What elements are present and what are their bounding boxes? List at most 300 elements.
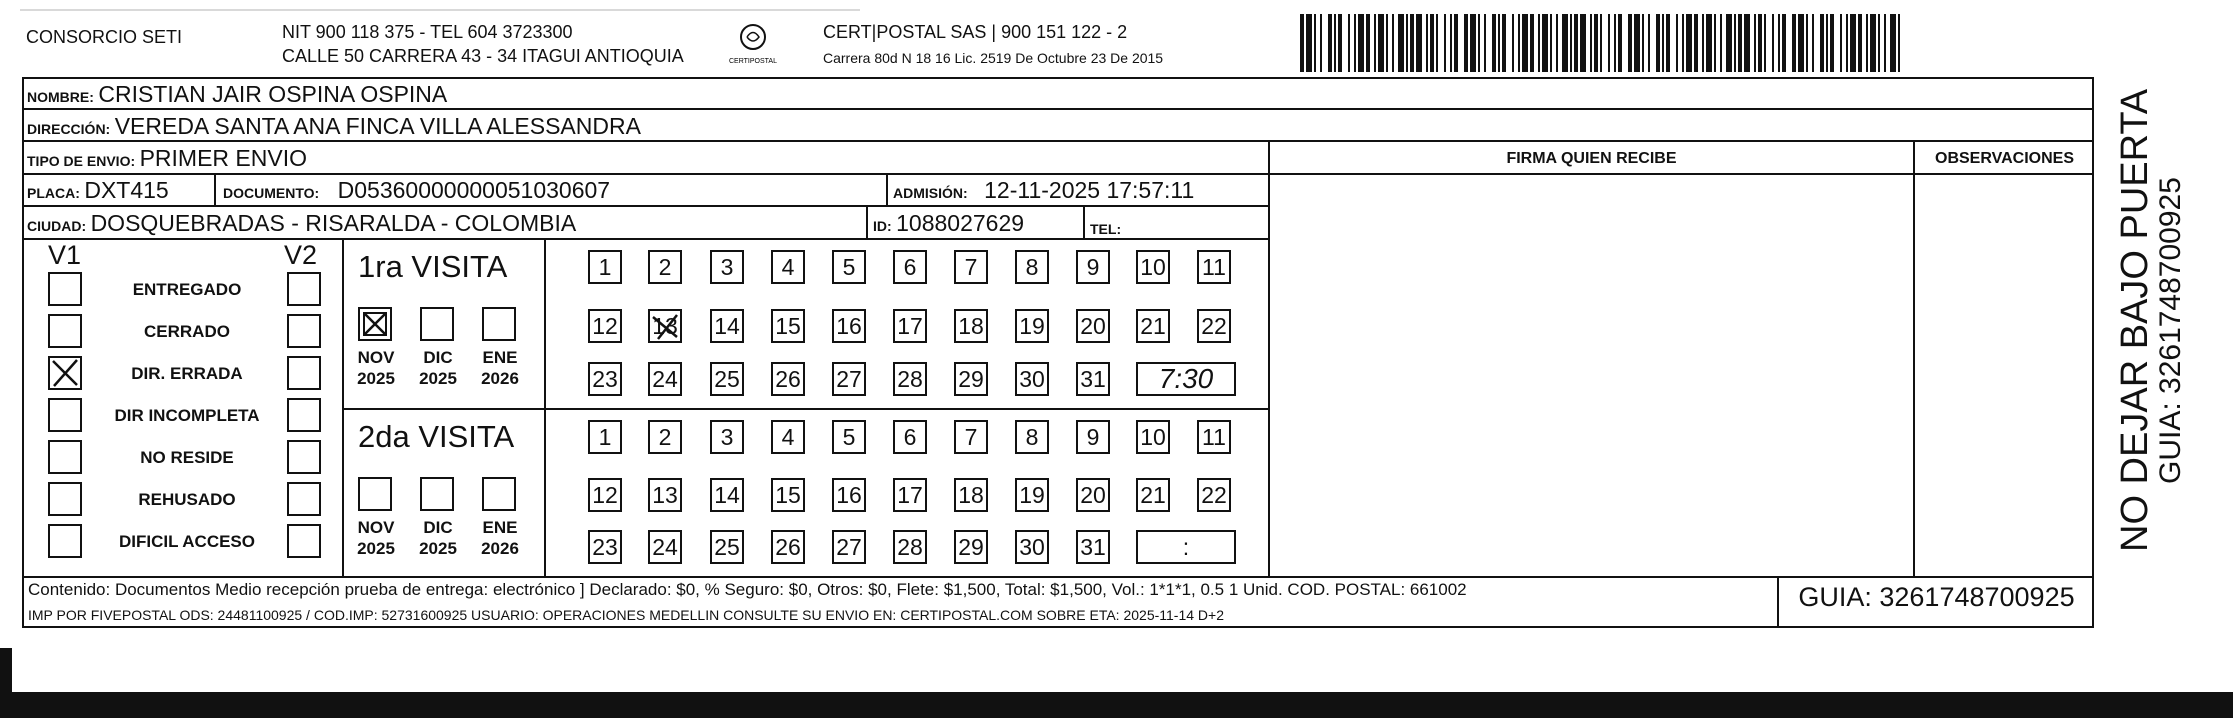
month-year: 2026 bbox=[481, 369, 519, 388]
barcode-bar bbox=[1734, 14, 1736, 72]
month-label bbox=[408, 517, 468, 559]
day-number: 6 bbox=[903, 423, 917, 450]
barcode-bar bbox=[1470, 14, 1476, 72]
day-number: 4 bbox=[781, 423, 795, 450]
company-name: CONSORCIO SETI bbox=[26, 27, 183, 47]
v2-header: V2 bbox=[284, 240, 318, 270]
day-box[interactable] bbox=[832, 309, 866, 343]
day-box[interactable] bbox=[832, 530, 866, 564]
barcode-bar bbox=[1890, 14, 1896, 72]
day-box[interactable] bbox=[648, 530, 682, 564]
barcode-bar bbox=[1634, 14, 1640, 72]
side-guia: GUIA: 3261748700925 bbox=[2154, 177, 2187, 484]
v2-checkbox[interactable] bbox=[287, 398, 321, 432]
barcode-bar bbox=[1846, 14, 1848, 72]
month-name: ENE bbox=[482, 348, 518, 367]
day-number: 6 bbox=[903, 253, 917, 280]
direccion-row bbox=[27, 113, 641, 140]
day-number: 2 bbox=[658, 423, 672, 450]
day-box[interactable] bbox=[1015, 420, 1049, 454]
v1-checkbox[interactable] bbox=[48, 524, 82, 558]
day-number: 8 bbox=[1025, 253, 1039, 280]
day-box[interactable] bbox=[832, 362, 866, 396]
day-box[interactable] bbox=[710, 420, 744, 454]
day-number: 27 bbox=[836, 533, 862, 560]
v1-checkbox[interactable] bbox=[48, 440, 82, 474]
v2-checkbox[interactable] bbox=[287, 440, 321, 474]
barcode-bar bbox=[1676, 14, 1678, 72]
header-rule bbox=[20, 9, 860, 11]
day-number: 9 bbox=[1086, 253, 1100, 280]
day-number: 21 bbox=[1140, 312, 1166, 339]
day-number: 7 bbox=[964, 423, 978, 450]
day-box[interactable] bbox=[893, 250, 927, 284]
barcode-bar bbox=[1426, 14, 1428, 72]
barcode-bar bbox=[1570, 14, 1572, 72]
month-label bbox=[346, 517, 406, 559]
barcode-bar bbox=[1642, 14, 1644, 72]
imp-line: IMP POR FIVEPOSTAL ODS: 24481100925 / COD.IMP: 52731600925 USUARIO: OPERACIONES MEDELLIN CONSULTE SU ENVIO EN: CERTIPOSTAL.COM SOBRE ETA: 2025-11-14 D+2 bbox=[28, 607, 1225, 623]
address-line: CALLE 50 CARRERA 43 - 34 ITAGUI ANTIOQUIA bbox=[282, 46, 684, 66]
day-box[interactable] bbox=[832, 420, 866, 454]
barcode-bar bbox=[1714, 14, 1716, 72]
barcode-bar bbox=[1866, 14, 1868, 72]
day-box[interactable] bbox=[1076, 530, 1110, 564]
day-number: 15 bbox=[775, 481, 801, 508]
day-box[interactable] bbox=[1136, 420, 1170, 454]
day-number: 22 bbox=[1201, 312, 1227, 339]
day-box[interactable] bbox=[648, 420, 682, 454]
day-number: 8 bbox=[1025, 423, 1039, 450]
contenido-line: Contenido: Documentos Medio recepción prueba de entrega: electrónico ] Declarado: $0, % Seguro: $0, Otros: $0, Flete: $1,500, Total: $1,500, Vol.: 1*1*1, 0.5 1 Unid. COD. POSTAL: 661002 bbox=[28, 580, 1467, 599]
barcode-bar bbox=[1744, 14, 1750, 72]
barcode-bar bbox=[1320, 14, 1322, 72]
barcode-bar bbox=[1682, 14, 1684, 72]
day-number: 23 bbox=[592, 365, 618, 392]
barcode-bar bbox=[1764, 14, 1766, 72]
day-box[interactable] bbox=[648, 362, 682, 396]
day-box[interactable] bbox=[588, 309, 622, 343]
license-line: Carrera 80d N 18 16 Lic. 2519 De Octubre 23 De 2015 bbox=[823, 50, 1164, 66]
day-number: 24 bbox=[652, 365, 678, 392]
barcode-bar bbox=[1720, 14, 1722, 72]
v2-checkbox[interactable] bbox=[287, 272, 321, 306]
day-number: 18 bbox=[958, 312, 984, 339]
barcode-bar bbox=[1898, 14, 1900, 72]
month-checkbox[interactable] bbox=[420, 477, 454, 511]
day-number: 16 bbox=[836, 312, 862, 339]
admision-field bbox=[893, 177, 1194, 204]
barcode-bar bbox=[1348, 14, 1350, 72]
barcode-bar bbox=[1328, 14, 1332, 72]
day-number: 27 bbox=[836, 365, 862, 392]
status-label: NO RESIDE bbox=[140, 448, 234, 467]
tipo-value: PRIMER ENVIO bbox=[139, 145, 307, 171]
day-number: 11 bbox=[1202, 253, 1226, 280]
day-box[interactable] bbox=[954, 420, 988, 454]
barcode-bar bbox=[1354, 14, 1356, 72]
barcode-bar bbox=[1450, 14, 1452, 72]
day-box[interactable] bbox=[710, 250, 744, 284]
barcode-bar bbox=[1830, 14, 1834, 72]
month-name: DIC bbox=[423, 348, 453, 367]
month-label bbox=[470, 517, 530, 559]
barcode-bar bbox=[1512, 14, 1514, 72]
barcode-bar bbox=[1530, 14, 1534, 72]
month-checkbox[interactable] bbox=[482, 477, 516, 511]
day-number: 1 bbox=[598, 253, 612, 280]
day-number: 10 bbox=[1140, 253, 1166, 280]
month-label bbox=[346, 347, 406, 389]
barcode-bar bbox=[1754, 14, 1756, 72]
time-box[interactable]: 7:30 bbox=[1136, 362, 1236, 396]
day-number: 3 bbox=[720, 423, 734, 450]
ciudad-label: CIUDAD: bbox=[27, 218, 87, 234]
barcode-bar bbox=[1618, 14, 1622, 72]
month-checkbox[interactable] bbox=[482, 307, 516, 341]
day-box[interactable] bbox=[954, 530, 988, 564]
x-mark-icon bbox=[360, 309, 390, 339]
no-dejar-bajo-puerta: NO DEJAR BAJO PUERTA bbox=[2114, 88, 2156, 552]
barcode-bar bbox=[1870, 14, 1876, 72]
day-box[interactable] bbox=[1076, 478, 1110, 512]
month-year: 2025 bbox=[357, 369, 395, 388]
barcode-bar bbox=[1550, 14, 1552, 72]
ciudad-value: DOSQUEBRADAS - RISARALDA - COLOMBIA bbox=[90, 210, 577, 236]
day-box[interactable] bbox=[954, 250, 988, 284]
scan-edge-left bbox=[0, 648, 12, 718]
placa-field bbox=[27, 177, 169, 204]
barcode-bar bbox=[1628, 14, 1632, 72]
barcode-bar bbox=[1878, 14, 1880, 72]
day-number: 7 bbox=[964, 253, 978, 280]
day-box[interactable] bbox=[710, 530, 744, 564]
day-box[interactable] bbox=[771, 530, 805, 564]
day-box[interactable] bbox=[1076, 250, 1110, 284]
day-number: 20 bbox=[1080, 481, 1106, 508]
barcode-bar bbox=[1820, 14, 1824, 72]
barcode-bar bbox=[1502, 14, 1506, 72]
nit-line: NIT 900 118 375 - TEL 604 3723300 bbox=[282, 22, 573, 42]
day-box[interactable] bbox=[588, 530, 622, 564]
barcode-bar bbox=[1686, 14, 1692, 72]
day-number: 10 bbox=[1140, 423, 1166, 450]
day-number: 14 bbox=[714, 481, 740, 508]
barcode-bar bbox=[1398, 14, 1404, 72]
day-number: 15 bbox=[775, 312, 801, 339]
barcode-bar bbox=[1798, 14, 1804, 72]
day-number: 25 bbox=[714, 533, 740, 560]
logo-text: CERTIPOSTAL bbox=[729, 58, 777, 65]
day-box[interactable] bbox=[771, 362, 805, 396]
day-box[interactable] bbox=[893, 309, 927, 343]
day-box[interactable] bbox=[893, 420, 927, 454]
barcode-bar bbox=[1858, 14, 1862, 72]
month-checkbox[interactable] bbox=[358, 477, 392, 511]
day-box[interactable] bbox=[771, 250, 805, 284]
month-label bbox=[470, 347, 530, 389]
day-box[interactable] bbox=[1076, 309, 1110, 343]
day-number: 19 bbox=[1019, 481, 1045, 508]
day-box[interactable] bbox=[588, 362, 622, 396]
day-number: 30 bbox=[1019, 533, 1045, 560]
v2-checkbox[interactable] bbox=[287, 314, 321, 348]
barcode-bar bbox=[1386, 14, 1388, 72]
day-box[interactable] bbox=[1136, 309, 1170, 343]
barcode-bar bbox=[1306, 14, 1312, 72]
barcode-bar bbox=[1580, 14, 1586, 72]
month-year: 2025 bbox=[419, 539, 457, 558]
month-name: ENE bbox=[482, 518, 518, 537]
day-box[interactable] bbox=[710, 478, 744, 512]
day-number: 29 bbox=[958, 533, 984, 560]
month-checkbox[interactable] bbox=[358, 307, 392, 341]
id-field bbox=[873, 210, 1024, 237]
documento-field bbox=[223, 177, 610, 204]
day-box[interactable] bbox=[1076, 362, 1110, 396]
barcode-bar bbox=[1600, 14, 1602, 72]
day-number: 22 bbox=[1201, 481, 1227, 508]
day-box[interactable] bbox=[710, 362, 744, 396]
barcode-bar bbox=[1392, 14, 1394, 72]
barcode-bar bbox=[1366, 14, 1370, 72]
documento-label: DOCUMENTO: bbox=[223, 185, 320, 201]
barcode-bar bbox=[1538, 14, 1540, 72]
barcode-bar bbox=[1806, 14, 1808, 72]
day-box[interactable] bbox=[893, 478, 927, 512]
status-label: CERRADO bbox=[144, 322, 230, 341]
day-number: 18 bbox=[958, 481, 984, 508]
barcode-bar bbox=[1410, 14, 1414, 72]
barcode-bar bbox=[1522, 14, 1528, 72]
day-number: 31 bbox=[1080, 365, 1106, 392]
status-label: REHUSADO bbox=[138, 490, 236, 509]
barcode-bar bbox=[1478, 14, 1480, 72]
day-number: 13 bbox=[652, 312, 678, 339]
day-number: 2 bbox=[658, 253, 672, 280]
check-mark-icon bbox=[650, 311, 680, 341]
day-box[interactable] bbox=[1197, 250, 1231, 284]
day-box[interactable] bbox=[588, 420, 622, 454]
month-name: DIC bbox=[423, 518, 453, 537]
visit-title: 1ra VISITA bbox=[358, 249, 508, 284]
day-box[interactable] bbox=[1015, 250, 1049, 284]
day-box[interactable] bbox=[771, 420, 805, 454]
day-number: 20 bbox=[1080, 312, 1106, 339]
day-number: 5 bbox=[842, 423, 856, 450]
day-number: 23 bbox=[592, 533, 618, 560]
day-number: 5 bbox=[842, 253, 856, 280]
barcode-bar bbox=[1666, 14, 1670, 72]
v2-checkbox[interactable] bbox=[287, 482, 321, 516]
direccion-value: VEREDA SANTA ANA FINCA VILLA ALESSANDRA bbox=[114, 113, 641, 139]
day-box[interactable] bbox=[954, 478, 988, 512]
day-number: 13 bbox=[652, 481, 678, 508]
barcode-bar bbox=[1662, 14, 1664, 72]
barcode-bar bbox=[1518, 14, 1520, 72]
day-number: 17 bbox=[897, 312, 923, 339]
month-checkbox[interactable] bbox=[420, 307, 454, 341]
ciudad-field bbox=[27, 210, 576, 237]
id-value: 1088027629 bbox=[896, 210, 1025, 236]
month-year: 2025 bbox=[419, 369, 457, 388]
v1-checkbox[interactable] bbox=[48, 314, 82, 348]
v2-checkbox[interactable] bbox=[287, 356, 321, 390]
firma-header: FIRMA QUIEN RECIBE bbox=[1506, 150, 1677, 167]
barcode-bar bbox=[1782, 14, 1786, 72]
x-mark-icon bbox=[50, 358, 80, 388]
barcode-bar bbox=[1758, 14, 1762, 72]
barcode-bar bbox=[1498, 14, 1500, 72]
day-number: 30 bbox=[1019, 365, 1045, 392]
barcode-bar bbox=[1726, 14, 1732, 72]
nombre-label: NOMBRE: bbox=[27, 89, 94, 105]
tipo-label: TIPO DE ENVIO: bbox=[27, 153, 136, 169]
day-number: 29 bbox=[958, 365, 984, 392]
day-box[interactable] bbox=[1136, 478, 1170, 512]
barcode-bar bbox=[1778, 14, 1780, 72]
placa-value: DXT415 bbox=[84, 177, 169, 203]
day-box[interactable] bbox=[1136, 250, 1170, 284]
barcode-bar bbox=[1694, 14, 1698, 72]
day-number: 1 bbox=[598, 423, 612, 450]
guia-box: GUIA: 3261748700925 bbox=[1798, 582, 2075, 612]
month-year: 2026 bbox=[481, 539, 519, 558]
day-number: 9 bbox=[1086, 423, 1100, 450]
barcode-bar bbox=[1492, 14, 1496, 72]
day-number: 4 bbox=[781, 253, 795, 280]
barcode-bar bbox=[1338, 14, 1342, 72]
scan-edge bbox=[0, 692, 2233, 718]
day-box[interactable] bbox=[1197, 309, 1231, 343]
barcode-bar bbox=[1590, 14, 1592, 72]
barcode-bar bbox=[1594, 14, 1598, 72]
v1-checkbox[interactable] bbox=[48, 356, 82, 390]
day-box[interactable] bbox=[1015, 309, 1049, 343]
barcode-bar bbox=[1378, 14, 1384, 72]
certipostal-logo bbox=[723, 20, 783, 70]
day-number: 3 bbox=[720, 253, 734, 280]
day-box[interactable] bbox=[1076, 420, 1110, 454]
barcode-bar bbox=[1656, 14, 1660, 72]
day-box[interactable] bbox=[1015, 362, 1049, 396]
barcode-bar bbox=[1608, 14, 1610, 72]
tel-field bbox=[1090, 213, 1121, 240]
barcode-bar bbox=[1444, 14, 1446, 72]
day-box[interactable] bbox=[832, 250, 866, 284]
day-number: 12 bbox=[592, 312, 618, 339]
barcode-bar bbox=[1826, 14, 1828, 72]
day-box[interactable] bbox=[771, 478, 805, 512]
v1-checkbox[interactable] bbox=[48, 482, 82, 516]
status-label: DIFICIL ACCESO bbox=[118, 532, 255, 551]
day-box[interactable] bbox=[771, 309, 805, 343]
day-box[interactable] bbox=[588, 250, 622, 284]
barcode-bar bbox=[1772, 14, 1774, 72]
tel-label: TEL: bbox=[1090, 221, 1122, 237]
barcode-bar bbox=[1542, 14, 1548, 72]
barcode bbox=[1300, 14, 1900, 72]
barcode-bar bbox=[1850, 14, 1856, 72]
barcode-bar bbox=[1884, 14, 1886, 72]
barcode-bar bbox=[1812, 14, 1814, 72]
day-box[interactable] bbox=[648, 250, 682, 284]
day-box[interactable] bbox=[1197, 478, 1231, 512]
barcode-bar bbox=[1314, 14, 1316, 72]
documento-value: D05360000000051030607 bbox=[337, 177, 611, 203]
day-box[interactable] bbox=[832, 478, 866, 512]
day-number: 21 bbox=[1140, 481, 1166, 508]
tipo-row bbox=[27, 145, 307, 172]
barcode-bar bbox=[1556, 14, 1558, 72]
day-number: 28 bbox=[897, 365, 923, 392]
barcode-bar bbox=[1484, 14, 1486, 72]
barcode-bar bbox=[1792, 14, 1796, 72]
day-number: 14 bbox=[714, 312, 740, 339]
barcode-bar bbox=[1648, 14, 1650, 72]
day-number: 16 bbox=[836, 481, 862, 508]
barcode-bar bbox=[1406, 14, 1408, 72]
barcode-bar bbox=[1374, 14, 1376, 72]
day-number: 24 bbox=[652, 533, 678, 560]
day-number: 11 bbox=[1202, 423, 1226, 450]
day-box[interactable] bbox=[893, 362, 927, 396]
observaciones-header: OBSERVACIONES bbox=[1935, 150, 2074, 167]
v1-checkbox[interactable] bbox=[48, 272, 82, 306]
day-box[interactable] bbox=[893, 530, 927, 564]
barcode-bar bbox=[1430, 14, 1434, 72]
placa-label: PLACA: bbox=[27, 185, 80, 201]
barcode-bar bbox=[1358, 14, 1364, 72]
day-box[interactable] bbox=[710, 309, 744, 343]
day-number: 12 bbox=[592, 481, 618, 508]
day-number: 31 bbox=[1080, 533, 1106, 560]
certipostal-line: CERT|POSTAL SAS | 900 151 122 - 2 bbox=[823, 22, 1128, 42]
day-box[interactable] bbox=[648, 309, 682, 343]
day-number: 19 bbox=[1019, 312, 1045, 339]
day-box[interactable] bbox=[648, 478, 682, 512]
v1-checkbox[interactable] bbox=[48, 398, 82, 432]
direccion-label: DIRECCIÓN: bbox=[27, 121, 111, 137]
barcode-bar bbox=[1702, 14, 1704, 72]
month-name: NOV bbox=[357, 348, 395, 367]
day-box[interactable] bbox=[1197, 420, 1231, 454]
nombre-row bbox=[27, 81, 447, 108]
id-label: ID: bbox=[873, 218, 892, 234]
visit-title: 2da VISITA bbox=[358, 419, 515, 454]
nombre-value: CRISTIAN JAIR OSPINA OSPINA bbox=[98, 81, 448, 107]
barcode-bar bbox=[1706, 14, 1712, 72]
day-box[interactable] bbox=[588, 478, 622, 512]
v2-checkbox[interactable] bbox=[287, 524, 321, 558]
time-box[interactable]: : bbox=[1136, 530, 1236, 564]
barcode-bar bbox=[1300, 14, 1304, 72]
day-number: 26 bbox=[775, 365, 801, 392]
day-box[interactable] bbox=[954, 309, 988, 343]
day-box[interactable] bbox=[954, 362, 988, 396]
barcode-bar bbox=[1738, 14, 1742, 72]
day-box[interactable] bbox=[1015, 530, 1049, 564]
barcode-bar bbox=[1574, 14, 1578, 72]
day-box[interactable] bbox=[1015, 478, 1049, 512]
status-label: DIR INCOMPLETA bbox=[114, 406, 260, 425]
status-label: ENTREGADO bbox=[132, 280, 242, 299]
month-year: 2025 bbox=[357, 539, 395, 558]
barcode-bar bbox=[1562, 14, 1568, 72]
v1-header: V1 bbox=[48, 240, 82, 270]
barcode-bar bbox=[1614, 14, 1616, 72]
month-name: NOV bbox=[357, 518, 395, 537]
